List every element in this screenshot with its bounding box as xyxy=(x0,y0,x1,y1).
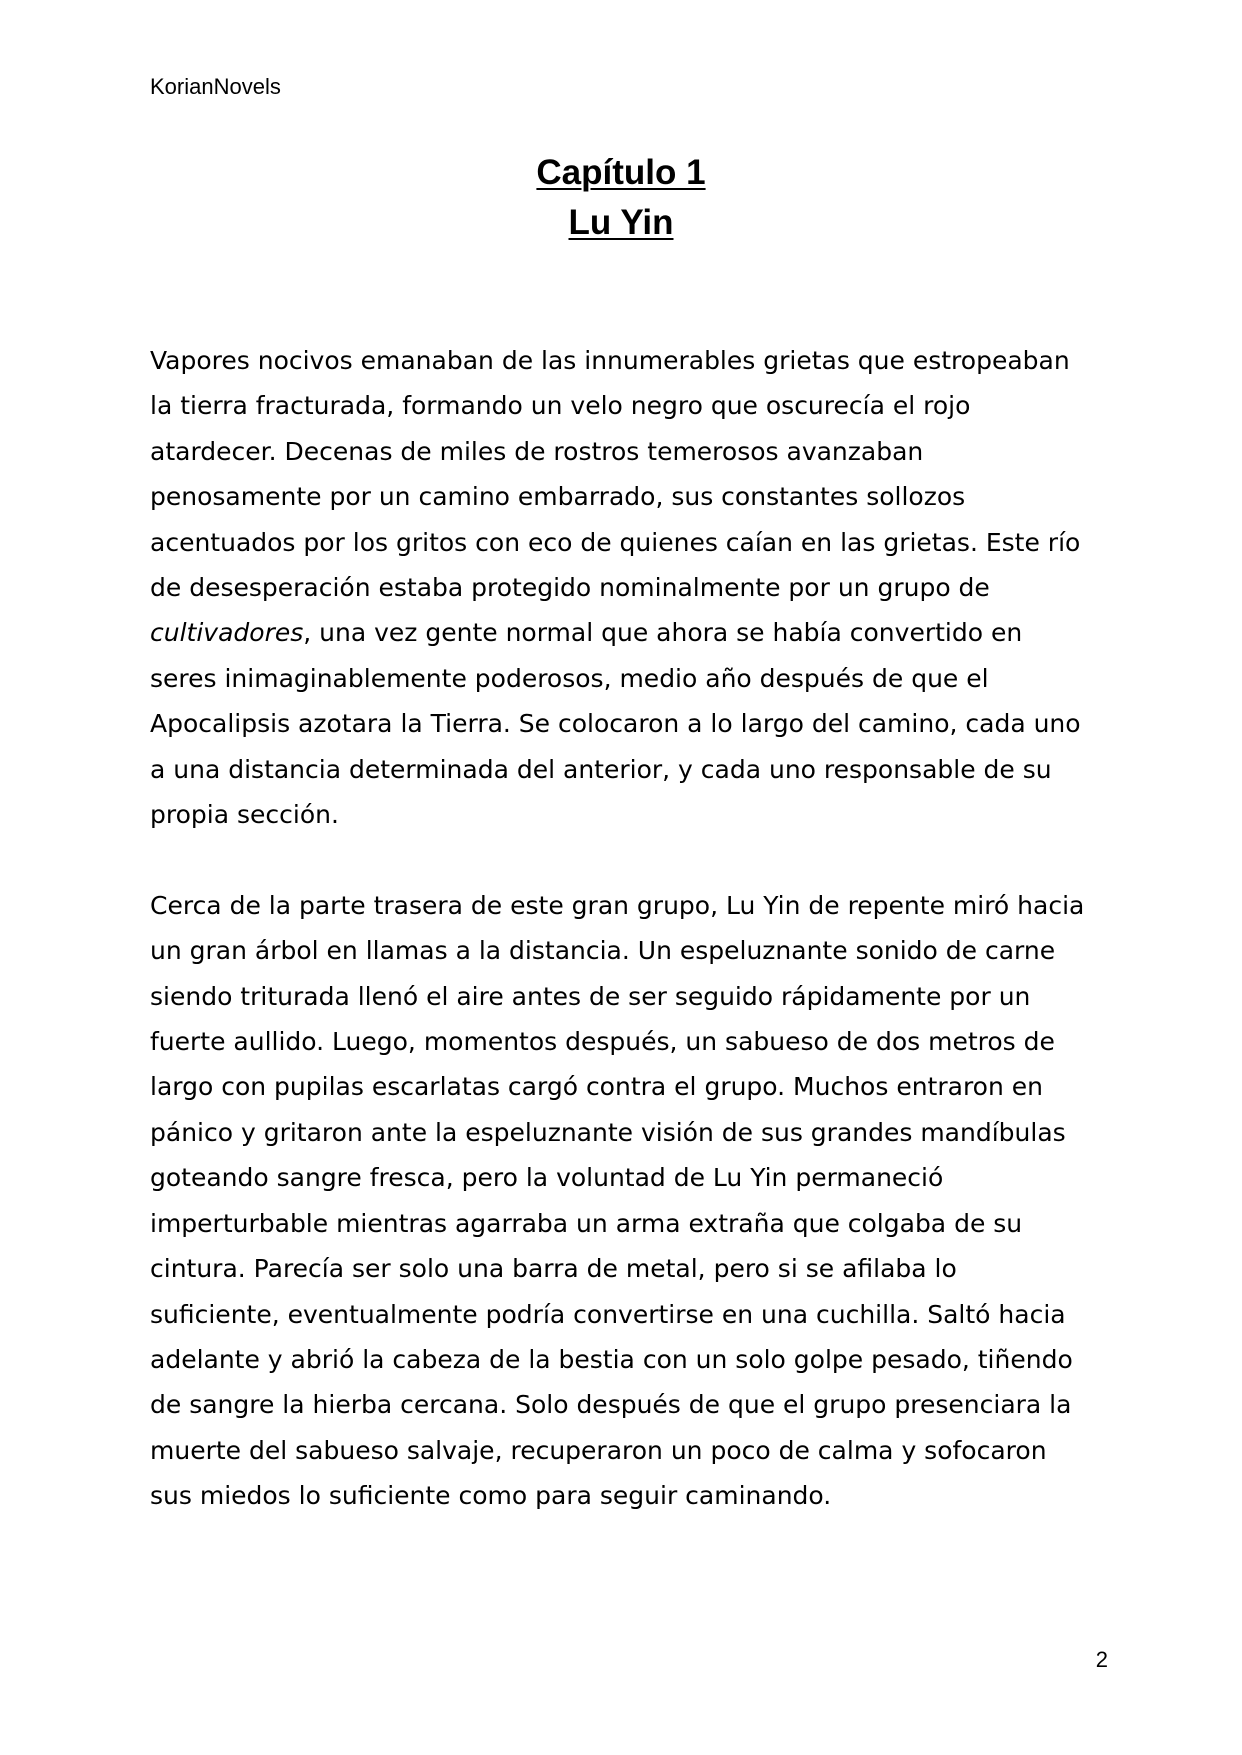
chapter-number: Capítulo 1 xyxy=(536,153,706,192)
text-line: fuerte aullido. Luego, momentos después, un sabueso de dos metros de xyxy=(150,1027,1055,1057)
text-line: de sangre la hierba cercana. Solo después de que el grupo presenciara la xyxy=(150,1390,1072,1420)
text-line: siendo triturada llenó el aire antes de ser seguido rápidamente por un xyxy=(150,981,1031,1011)
text-line: suficiente, eventualmente podría convertirse en una cuchilla. Saltó hacia xyxy=(150,1299,1066,1329)
text-line: propia sección. xyxy=(150,800,339,830)
text-line: un gran árbol en llamas a la distancia. Un espeluznante sonido de carne xyxy=(150,936,1056,966)
chapter-title: Lu Yin xyxy=(568,203,674,242)
text-line: imperturbable mientras agarraba un arma extraña que colgaba de su xyxy=(150,1208,1023,1238)
text-line: pánico y gritaron ante la espeluznante visión de sus grandes mandíbulas xyxy=(150,1117,1066,1147)
text-line: seres inimaginablemente poderosos, medio año después de que el xyxy=(150,663,989,693)
text-line: goteando sangre fresca, pero la voluntad de Lu Yin permaneció xyxy=(150,1163,944,1193)
text-line: penosamente por un camino embarrado, sus constantes sollozos xyxy=(150,482,966,512)
paragraph-2 xyxy=(150,883,1100,1519)
site-header: KorianNovels xyxy=(150,74,281,99)
page-number: 2 xyxy=(1095,1647,1108,1672)
text-line: Vapores nocivos emanaban de las innumerables grietas que estropeaban xyxy=(150,346,1070,375)
text-line-with-italic xyxy=(150,610,1100,655)
text-line: cintura. Parecía ser solo una barra de metal, pero si se afilaba lo xyxy=(150,1254,957,1284)
text-line: la tierra fracturada, formando un velo negro que oscurecía el rojo xyxy=(150,391,971,421)
text-line: atardecer. Decenas de miles de rostros temerosos avanzaban xyxy=(150,436,924,466)
text-line: Apocalipsis azotara la Tierra. Se colocaron a lo largo del camino, cada uno xyxy=(150,709,1081,739)
text-line: muerte del sabueso salvaje, recuperaron un poco de calma y sofocaron xyxy=(150,1435,1047,1465)
text-line: sus miedos lo suficiente como para seguir caminando. xyxy=(150,1481,832,1511)
text-line: acentuados por los gritos con eco de quienes caían en las grietas. Este río xyxy=(150,527,1081,557)
text-line: Cerca de la parte trasera de este gran grupo, Lu Yin de repente miró hacia xyxy=(150,890,1085,920)
paragraph-1 xyxy=(150,338,1100,837)
italic-term: cultivadores xyxy=(150,618,304,648)
chapter-body xyxy=(150,338,1100,1564)
text-line: largo con pupilas escarlatas cargó contra el grupo. Muchos entraron en xyxy=(150,1072,1043,1102)
text-line: de desesperación estaba protegido nominalmente por un grupo de xyxy=(150,573,990,603)
chapter-heading xyxy=(0,148,1242,248)
text-line: adelante y abrió la cabeza de la bestia con un solo golpe pesado, tiñendo xyxy=(150,1344,1073,1374)
text-line-rest: , una vez gente normal que ahora se había convertido en xyxy=(303,618,1023,648)
text-line: a una distancia determinada del anterior, y cada uno responsable de su xyxy=(150,754,1052,784)
